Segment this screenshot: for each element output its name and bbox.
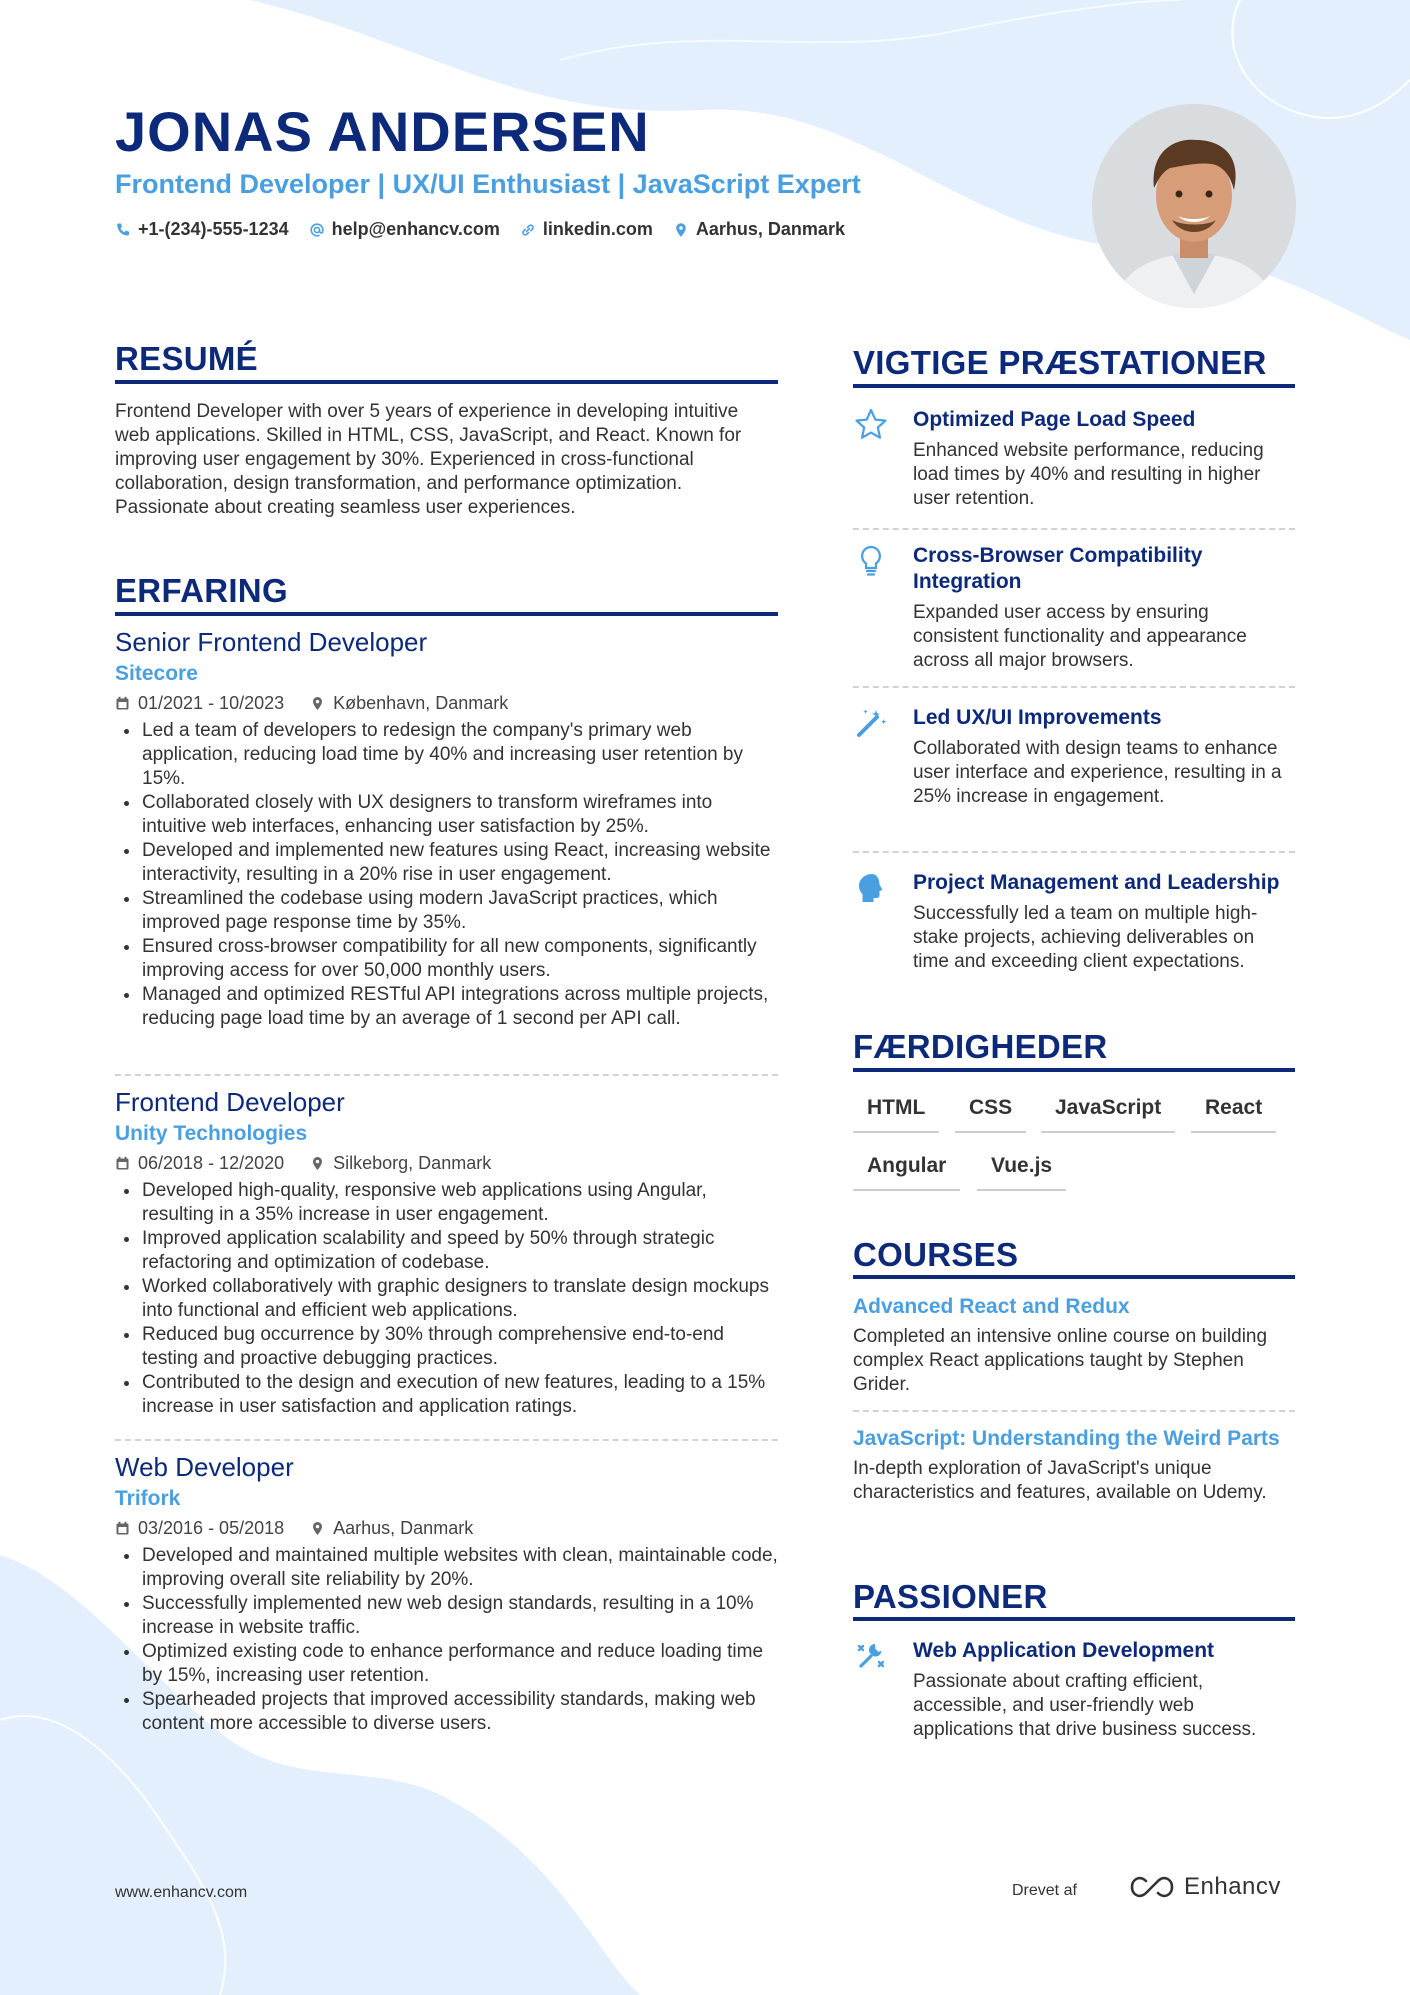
- job-dates-text: 06/2018 - 12/2020: [138, 1153, 285, 1173]
- achievement-title: Led UX/UI Improvements: [913, 706, 1162, 729]
- bullet-item: Worked collaboratively with graphic designers to translate design mockups into functional and efficient web applications.: [115, 1275, 778, 1323]
- job-company: Trifork: [115, 1487, 181, 1510]
- achievement-desc: Collaborated with design teams to enhance user interface and experience, resulting in a 25% increase in engagement.: [913, 738, 1282, 807]
- courses-rule: [853, 1275, 1295, 1279]
- job-location: [310, 1152, 491, 1174]
- skill-tag: CSS: [955, 1095, 1026, 1133]
- courses-heading: COURSES: [853, 1236, 1019, 1273]
- skills-rule: [853, 1068, 1295, 1072]
- job-title: Senior Frontend Developer: [115, 627, 428, 657]
- candidate-name: JONAS ANDERSEN: [115, 100, 650, 163]
- achievement-item: [853, 705, 1295, 809]
- experience-rule: [115, 612, 778, 616]
- contact-phone[interactable]: [115, 219, 289, 240]
- location-text: Aarhus, Danmark: [695, 219, 845, 239]
- course-desc: Completed an intensive online course on building complex React applications taught by Stephen Grider.: [853, 1326, 1268, 1395]
- passion-item: [853, 1638, 1295, 1742]
- skill-tag: HTML: [853, 1095, 939, 1133]
- profile-photo: [1092, 104, 1296, 308]
- job-divider: [115, 1074, 778, 1076]
- achievement-desc: Successfully led a team on multiple high-stake projects, achieving deliverables on time and exceeding client expectations.: [913, 903, 1258, 972]
- job-location: [310, 692, 508, 714]
- summary-rule: [115, 380, 778, 384]
- footer-url[interactable]: www.enhancv.com: [115, 1884, 248, 1901]
- job-location: [310, 1517, 473, 1539]
- passion-title: Web Application Development: [913, 1639, 1215, 1662]
- location-pin-icon: [310, 1521, 325, 1536]
- skill-tag: React: [1191, 1095, 1276, 1133]
- job-dates-text: 01/2021 - 10/2023: [138, 693, 285, 713]
- enhancv-logo[interactable]: [1130, 1873, 1281, 1901]
- achievement-title: Cross-Browser Compatibility Integration: [913, 544, 1203, 593]
- phone-icon: [115, 222, 131, 238]
- job-dates: [115, 1152, 284, 1174]
- job-entry: [115, 1451, 778, 1736]
- location-pin-icon: [310, 696, 325, 711]
- bullet-item: Streamlined the codebase using modern JavaScript practices, which improved page response time by 35%.: [115, 887, 778, 935]
- email-text: help@enhancv.com: [331, 219, 500, 239]
- job-company: Sitecore: [115, 662, 198, 685]
- skill-tag: Vue.js: [977, 1153, 1066, 1191]
- contact-bar: [115, 219, 845, 240]
- bullet-item: Led a team of developers to redesign the company's primary web application, reducing load time by 40% and increasing user retention by 15%.: [115, 719, 778, 791]
- avatar-portrait: [1092, 104, 1296, 308]
- course-item: [853, 1426, 1295, 1505]
- experience-heading: ERFARING: [115, 572, 288, 609]
- calendar-icon: [115, 1521, 130, 1536]
- job-meta: [115, 1152, 778, 1174]
- linkedin-text: linkedin.com: [542, 219, 653, 239]
- bullet-item: Developed and implemented new features using React, increasing website interactivity, resulting in a 20% rise in user engagement.: [115, 839, 778, 887]
- contact-linkedin[interactable]: [520, 219, 653, 240]
- bullet-item: Developed and maintained multiple websites with clean, maintainable code, improving overall site reliability by 20%.: [115, 1544, 778, 1592]
- location-pin-icon: [310, 1156, 325, 1171]
- candidate-headline: Frontend Developer | UX/UI Enthusiast | JavaScript Expert: [115, 169, 861, 199]
- course-title: JavaScript: Understanding the Weird Parts: [853, 1427, 1280, 1450]
- bullet-item: Reduced bug occurrence by 30% through comprehensive end-to-end testing and proactive debugging practices.: [115, 1323, 778, 1371]
- achievement-title: Optimized Page Load Speed: [913, 408, 1196, 431]
- job-meta: [115, 1517, 778, 1539]
- achievement-desc: Expanded user access by ensuring consistent functionality and appearance across all major browsers.: [913, 602, 1247, 671]
- star-icon: [853, 407, 889, 443]
- achievement-item: [853, 543, 1295, 673]
- course-title: Advanced React and Redux: [853, 1295, 1130, 1318]
- achievements-rule: [853, 384, 1295, 388]
- summary-heading: RESUMÉ: [115, 340, 258, 377]
- bullet-item: Successfully implemented new web design standards, resulting in a 10% increase in website traffic.: [115, 1592, 778, 1640]
- enhancv-logo-text: Enhancv: [1184, 1873, 1281, 1900]
- bullet-item: Collaborated closely with UX designers to transform wireframes into intuitive web interfaces, enhancing user satisfaction by 25%.: [115, 791, 778, 839]
- course-desc: In-depth exploration of JavaScript's unique characteristics and features, available on Udemy.: [853, 1458, 1267, 1503]
- job-entry: [115, 626, 778, 1031]
- enhancv-logo-icon: [1130, 1875, 1174, 1899]
- tools-icon: [853, 1638, 889, 1674]
- phone-text: +1-(234)-555-1234: [138, 219, 289, 239]
- achievement-title: Project Management and Leadership: [913, 871, 1280, 894]
- bullet-item: Developed high-quality, responsive web applications using Angular, resulting in a 35% increase in user engagement.: [115, 1179, 778, 1227]
- job-bullets: [115, 719, 778, 1031]
- contact-location: [673, 219, 845, 240]
- job-dates: [115, 692, 284, 714]
- achievement-item: [853, 870, 1295, 974]
- skills-heading: FÆRDIGHEDER: [853, 1028, 1108, 1065]
- passions-rule: [853, 1617, 1295, 1621]
- lightbulb-icon: [853, 543, 889, 579]
- course-divider: [853, 1410, 1295, 1412]
- bullet-item: Optimized existing code to enhance performance and reduce loading time by 15%, increasing user retention.: [115, 1640, 778, 1688]
- achievement-divider: [853, 528, 1295, 530]
- at-icon: [309, 222, 325, 238]
- job-entry: [115, 1086, 778, 1419]
- skill-tag: JavaScript: [1041, 1095, 1175, 1133]
- head-icon: [853, 870, 889, 906]
- passions-heading: PASSIONER: [853, 1578, 1048, 1615]
- achievement-divider: [853, 851, 1295, 853]
- achievement-desc: Enhanced website performance, reducing load times by 40% and resulting in higher user retention.: [913, 440, 1264, 509]
- job-location-text: Aarhus, Danmark: [333, 1518, 474, 1538]
- magic-wand-icon: [853, 705, 889, 741]
- job-title: Frontend Developer: [115, 1087, 345, 1117]
- job-dates-text: 03/2016 - 05/2018: [138, 1518, 285, 1538]
- achievement-divider: [853, 686, 1295, 688]
- job-bullets: [115, 1179, 778, 1419]
- job-bullets: [115, 1544, 778, 1736]
- achievements-heading: VIGTIGE PRÆSTATIONER: [853, 344, 1267, 381]
- skill-tag: Angular: [853, 1153, 960, 1191]
- job-meta: [115, 692, 778, 714]
- location-pin-icon: [673, 222, 689, 238]
- passion-desc: Passionate about crafting efficient, accessible, and user-friendly web applications that drive business success.: [913, 1671, 1257, 1740]
- bullet-item: Managed and optimized RESTful API integrations across multiple projects, reducing page load time by an average of 1 second per API call.: [115, 983, 778, 1031]
- summary-text: Frontend Developer with over 5 years of experience in developing intuitive web applications. Skilled in HTML, CSS, JavaScript, and React. Known for improving user engagement by 30%. Experienced in cross-functional collaboration, design transformation, and performance optimization. Passionate about creating seamless user experiences.: [115, 401, 742, 518]
- bullet-item: Improved application scalability and speed by 50% through strategic refactoring and optimization of codebase.: [115, 1227, 778, 1275]
- job-title: Web Developer: [115, 1452, 294, 1482]
- job-divider: [115, 1439, 778, 1441]
- contact-email[interactable]: [309, 219, 500, 240]
- link-icon: [520, 222, 536, 238]
- calendar-icon: [115, 1156, 130, 1171]
- job-dates: [115, 1517, 284, 1539]
- job-location-text: Silkeborg, Danmark: [333, 1153, 492, 1173]
- job-company: Unity Technologies: [115, 1122, 308, 1145]
- job-location-text: København, Danmark: [333, 693, 509, 713]
- bullet-item: Spearheaded projects that improved accessibility standards, making web content more accessible to diverse users.: [115, 1688, 778, 1736]
- calendar-icon: [115, 696, 130, 711]
- course-item: [853, 1294, 1295, 1397]
- achievement-item: [853, 407, 1295, 511]
- bullet-item: Ensured cross-browser compatibility for all new components, significantly improving access for over 50,000 monthly users.: [115, 935, 778, 983]
- bullet-item: Contributed to the design and execution of new features, leading to a 15% increase in user satisfaction and application ratings.: [115, 1371, 778, 1419]
- footer-powered-by: Drevet af: [1012, 1882, 1077, 1899]
